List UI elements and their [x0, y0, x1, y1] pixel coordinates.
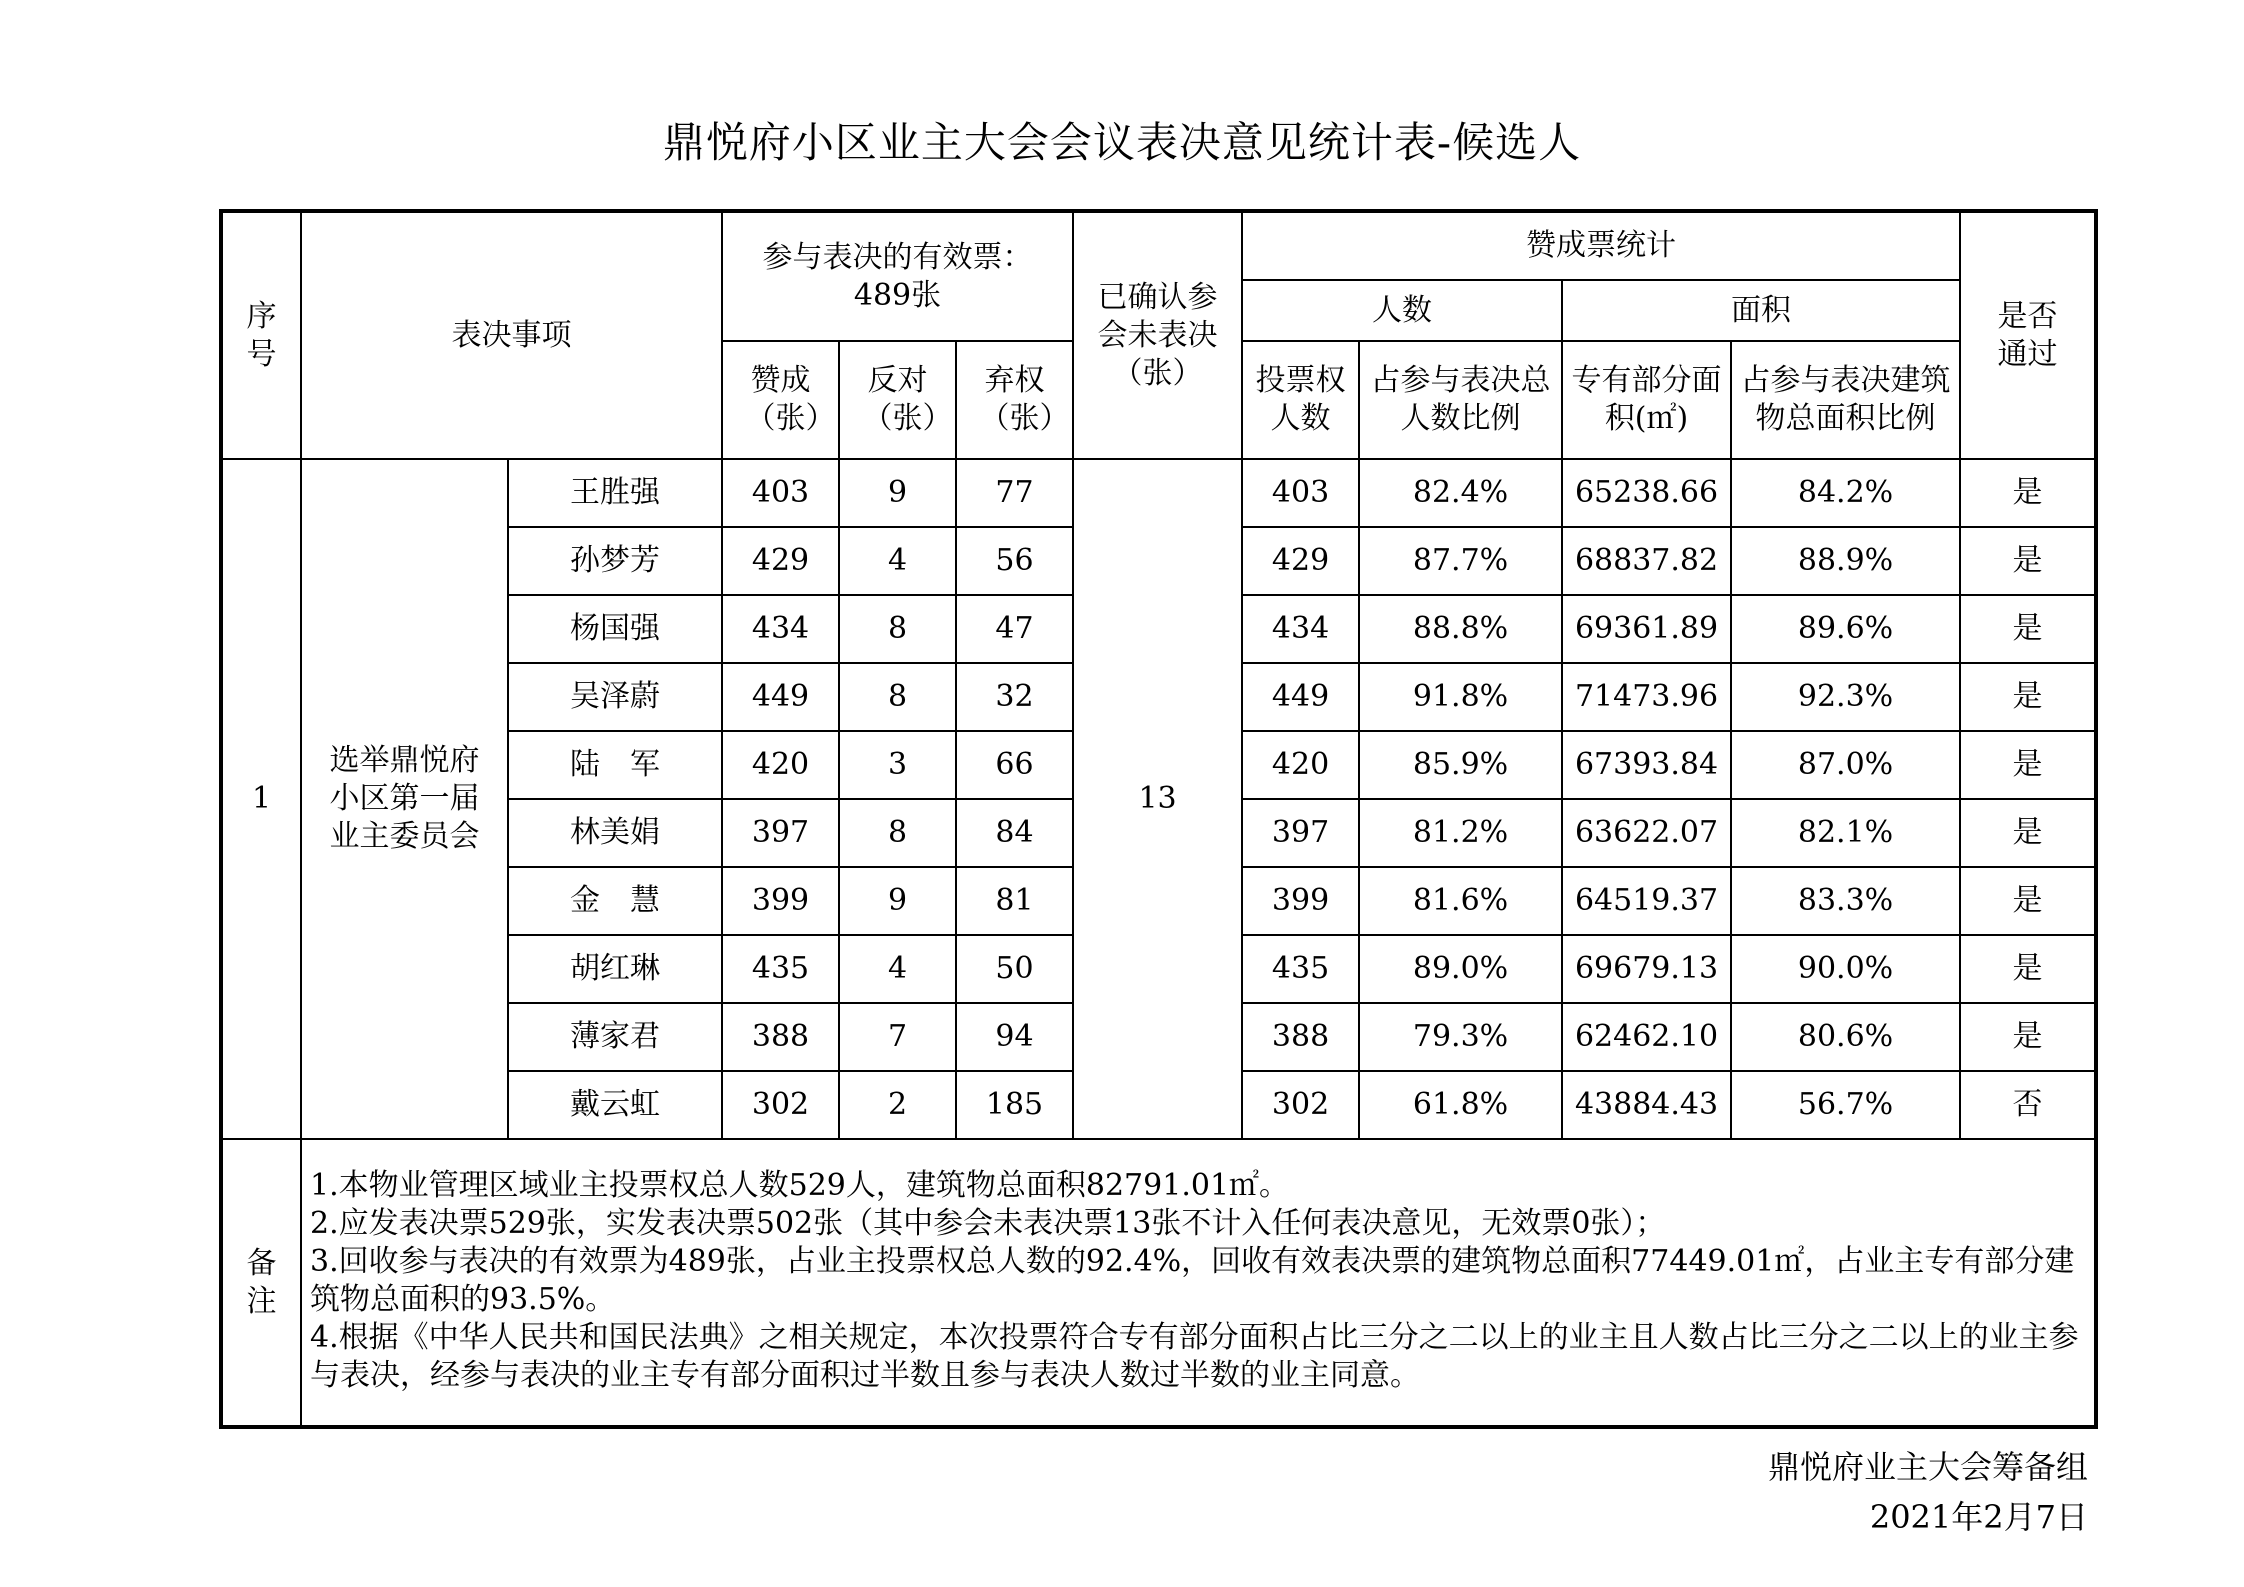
area-ratio: 56.7% — [1731, 1071, 1960, 1139]
note-line: 2.应发表决票529张，实发表决票502张（其中参会未表决票13张不计入任何表决意见，无效票0张）； — [310, 1205, 1666, 1241]
approve-count: 397 — [722, 799, 839, 867]
voter-ratio: 81.2% — [1359, 799, 1562, 867]
header-abstain: 弃权（张） — [956, 341, 1073, 459]
voters-count: 302 — [1242, 1071, 1359, 1139]
header-valid-votes: 参与表决的有效票：489张 — [722, 211, 1073, 341]
header-area: 面积 — [1562, 280, 1960, 341]
candidate-name: 胡红琳 — [508, 935, 722, 1003]
header-voters: 投票权人数 — [1242, 341, 1359, 459]
exclusive-area: 71473.96 — [1562, 663, 1731, 731]
candidate-name: 林美娟 — [508, 799, 722, 867]
approve-count: 434 — [722, 595, 839, 663]
abstain-count: 47 — [956, 595, 1073, 663]
passed-result: 是 — [1960, 459, 2096, 527]
abstain-count: 56 — [956, 527, 1073, 595]
area-ratio: 92.3% — [1731, 663, 1960, 731]
candidate-name: 陆 军 — [508, 731, 722, 799]
oppose-count: 7 — [839, 1003, 956, 1071]
signature-org: 鼎悦府业主大会筹备组 — [1767, 1448, 2088, 1486]
candidate-name: 金 慧 — [508, 867, 722, 935]
note-line: 3.回收参与表决的有效票为489张，占业主投票权总人数的92.4%，回收有效表决票的建筑物总面积77449.01㎡，占业主专有部分建筑物总面积的93.5%。 — [310, 1243, 2075, 1317]
notes-label: 备注 — [221, 1139, 301, 1427]
passed-result: 是 — [1960, 595, 2096, 663]
row-seq: 1 — [221, 459, 301, 1139]
abstain-count: 81 — [956, 867, 1073, 935]
abstain-count: 66 — [956, 731, 1073, 799]
voters-count: 420 — [1242, 731, 1359, 799]
voters-count: 399 — [1242, 867, 1359, 935]
voter-ratio: 89.0% — [1359, 935, 1562, 1003]
candidate-name: 王胜强 — [508, 459, 722, 527]
exclusive-area: 65238.66 — [1562, 459, 1731, 527]
approve-count: 435 — [722, 935, 839, 1003]
voter-ratio: 81.6% — [1359, 867, 1562, 935]
header-approve: 赞成（张） — [722, 341, 839, 459]
header-item: 表决事项 — [301, 211, 722, 459]
area-ratio: 82.1% — [1731, 799, 1960, 867]
passed-result: 是 — [1960, 663, 2096, 731]
oppose-count: 8 — [839, 799, 956, 867]
passed-result: 是 — [1960, 731, 2096, 799]
abstain-count: 94 — [956, 1003, 1073, 1071]
abstain-count: 77 — [956, 459, 1073, 527]
row-item: 选举鼎悦府小区第一届业主委员会 — [301, 459, 508, 1139]
notes-content — [301, 1139, 2096, 1427]
abstain-count: 185 — [956, 1071, 1073, 1139]
note-line: 1.本物业管理区域业主投票权总人数529人，建筑物总面积82791.01㎡。 — [310, 1167, 1290, 1203]
candidate-name: 吴泽蔚 — [508, 663, 722, 731]
header-voter-ratio: 占参与表决总人数比例 — [1359, 341, 1562, 459]
abstain-count: 84 — [956, 799, 1073, 867]
approve-count: 399 — [722, 867, 839, 935]
voter-ratio: 82.4% — [1359, 459, 1562, 527]
abstain-count: 32 — [956, 663, 1073, 731]
exclusive-area: 64519.37 — [1562, 867, 1731, 935]
passed-result: 否 — [1960, 1071, 2096, 1139]
passed-result: 是 — [1960, 799, 2096, 867]
voters-count: 429 — [1242, 527, 1359, 595]
oppose-count: 3 — [839, 731, 956, 799]
note-line: 4.根据《中华人民共和国民法典》之相关规定，本次投票符合专有部分面积占比三分之二以上的业主且人数占比三分之二以上的业主参与表决，经参与表决的业主专有部分面积过半数且参与表决人数过半数的业主同意。 — [310, 1319, 2079, 1393]
header-area-ratio: 占参与表决建筑物总面积比例 — [1731, 341, 1960, 459]
candidate-name: 戴云虹 — [508, 1071, 722, 1139]
approve-count: 388 — [722, 1003, 839, 1071]
voters-count: 434 — [1242, 595, 1359, 663]
voters-count: 435 — [1242, 935, 1359, 1003]
header-seq: 序号 — [221, 211, 301, 459]
page-title: 鼎悦府小区业主大会会议表决意见统计表-候选人 — [662, 118, 1582, 167]
area-ratio: 84.2% — [1731, 459, 1960, 527]
approve-count: 429 — [722, 527, 839, 595]
voter-ratio: 88.8% — [1359, 595, 1562, 663]
area-ratio: 88.9% — [1731, 527, 1960, 595]
passed-result: 是 — [1960, 527, 2096, 595]
voters-count: 388 — [1242, 1003, 1359, 1071]
passed-result: 是 — [1960, 935, 2096, 1003]
exclusive-area: 69679.13 — [1562, 935, 1731, 1003]
abstain-count: 50 — [956, 935, 1073, 1003]
voter-ratio: 61.8% — [1359, 1071, 1562, 1139]
approve-count: 420 — [722, 731, 839, 799]
exclusive-area: 43884.43 — [1562, 1071, 1731, 1139]
candidate-name: 杨国强 — [508, 595, 722, 663]
oppose-count: 9 — [839, 867, 956, 935]
area-ratio: 83.3% — [1731, 867, 1960, 935]
oppose-count: 8 — [839, 595, 956, 663]
table-row — [221, 459, 2096, 527]
area-ratio: 87.0% — [1731, 731, 1960, 799]
area-ratio: 89.6% — [1731, 595, 1960, 663]
oppose-count: 4 — [839, 935, 956, 1003]
oppose-count: 4 — [839, 527, 956, 595]
exclusive-area: 69361.89 — [1562, 595, 1731, 663]
passed-result: 是 — [1960, 867, 2096, 935]
approve-count: 449 — [722, 663, 839, 731]
voter-ratio: 91.8% — [1359, 663, 1562, 731]
oppose-count: 9 — [839, 459, 956, 527]
exclusive-area: 62462.10 — [1562, 1003, 1731, 1071]
confirmed-absent-count: 13 — [1073, 459, 1242, 1139]
exclusive-area: 63622.07 — [1562, 799, 1731, 867]
signature-date: 2021年2月7日 — [1869, 1498, 2088, 1536]
candidate-name: 薄家君 — [508, 1003, 722, 1071]
area-ratio: 80.6% — [1731, 1003, 1960, 1071]
oppose-count: 8 — [839, 663, 956, 731]
header-oppose: 反对（张） — [839, 341, 956, 459]
voters-count: 397 — [1242, 799, 1359, 867]
header-exclusive-area: 专有部分面积(㎡) — [1562, 341, 1731, 459]
candidate-name: 孙梦芳 — [508, 527, 722, 595]
header-confirmed-absent: 已确认参会未表决（张） — [1073, 211, 1242, 459]
exclusive-area: 68837.82 — [1562, 527, 1731, 595]
voter-ratio: 87.7% — [1359, 527, 1562, 595]
voters-count: 449 — [1242, 663, 1359, 731]
notes-row — [221, 1139, 2096, 1427]
header-people: 人数 — [1242, 280, 1562, 341]
approve-count: 302 — [722, 1071, 839, 1139]
voters-count: 403 — [1242, 459, 1359, 527]
voter-ratio: 79.3% — [1359, 1003, 1562, 1071]
passed-result: 是 — [1960, 1003, 2096, 1071]
header-approve-stats: 赞成票统计 — [1242, 211, 1960, 280]
approve-count: 403 — [722, 459, 839, 527]
oppose-count: 2 — [839, 1071, 956, 1139]
exclusive-area: 67393.84 — [1562, 731, 1731, 799]
vote-statistics-table — [219, 209, 2098, 1429]
header-passed: 是否通过 — [1960, 211, 2096, 459]
voter-ratio: 85.9% — [1359, 731, 1562, 799]
area-ratio: 90.0% — [1731, 935, 1960, 1003]
